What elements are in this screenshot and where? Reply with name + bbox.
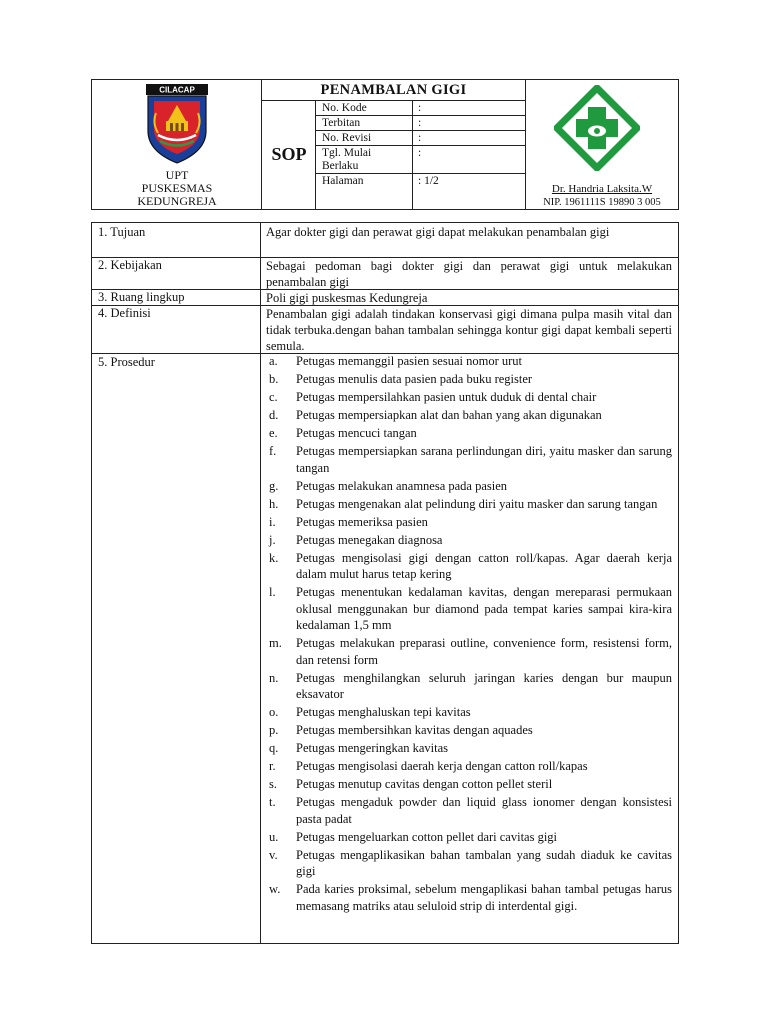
procedure-step-letter: s. [269, 777, 277, 791]
procedure-step-letter: d. [269, 408, 279, 422]
meta-row-revisi [316, 131, 525, 146]
procedure-step [266, 794, 672, 827]
procedure-step [266, 443, 672, 476]
procedure-step-text: Petugas mempersilahkan pasien untuk duduk di dental chair [296, 390, 597, 404]
procedure-step [266, 496, 672, 513]
meta-key: Terbitan [322, 117, 361, 129]
procedure-step-letter: l. [269, 585, 276, 599]
org-line-1: UPT [165, 168, 189, 182]
header-title-cell [262, 80, 526, 209]
section-label-ruang-lingkup: 3. Ruang lingkup [98, 290, 185, 304]
procedure-step-text: Petugas mempersiapkan sarana perlindungan diri, yaitu masker dan sarung tangan [296, 444, 672, 475]
meta-row-tgl-mulai [316, 146, 525, 174]
procedure-step-text: Petugas melakukan preparasi outline, convenience form, resistensi form, dan retensi form [296, 636, 672, 667]
procedure-step-letter: w. [269, 882, 281, 896]
procedure-step [266, 514, 672, 531]
sop-label-cell [262, 101, 316, 209]
procedure-step-text: Petugas mempersiapkan alat dan bahan yang akan digunakan [296, 408, 602, 422]
section-text-tujuan: Agar dokter gigi dan perawat gigi dapat melakukan penambalan gigi [266, 225, 610, 239]
procedure-step-text: Petugas menghaluskan tepi kavitas [296, 705, 471, 719]
procedure-step-text: Petugas melakukan anamnesa pada pasien [296, 478, 508, 493]
meta-key: No. Revisi [322, 132, 372, 144]
procedure-step [266, 425, 672, 442]
meta-row-kode [316, 101, 525, 116]
procedure-step-text: Petugas menegakan diagnosa [296, 532, 443, 547]
section-text-kebijakan: Sebagai pedoman bagi dokter gigi dan perawat gigi untuk melakukan penambalan gigi [266, 259, 672, 289]
procedure-step-letter: q. [269, 741, 279, 755]
header-signature-cell [526, 80, 678, 209]
signatory-name: Dr. Handria Laksita.W [551, 183, 653, 195]
procedure-step-text: Petugas mengenakan alat pelindung diri yaitu masker dan sarung tangan [296, 496, 658, 511]
column-divider [260, 223, 261, 943]
procedure-step-letter: m. [269, 636, 282, 650]
meta-value: : [418, 132, 422, 144]
procedure-step-letter: b. [269, 372, 279, 386]
procedure-step [266, 740, 672, 757]
procedure-step-text: Pada karies proksimal, sebelum mengaplikasi bahan tambal petugas harus memasang matriks atau seluloid strip di interdental gigi. [296, 882, 672, 913]
sop-label: SOP [271, 144, 307, 164]
procedure-step-text: Petugas mengisolasi gigi dengan catton roll/kapas. Agar daerah kerja dalam mulut harus tetap kering [296, 550, 672, 581]
procedure-step-text: Petugas mengaplikasikan bahan tambalan yang sudah diaduk ke cavitas gigi [296, 847, 672, 878]
section-label-definisi: 4. Definisi [98, 306, 151, 320]
meta-key: Tgl. Mulai Berlaku [322, 147, 372, 172]
procedure-step-text: Petugas mengisolasi daerah kerja dengan catton roll/kapas [296, 759, 588, 773]
procedure-step [266, 584, 672, 634]
sop-body-table [91, 222, 679, 944]
procedure-step-letter: j. [269, 532, 276, 547]
procedure-step [266, 847, 672, 880]
procedure-step [266, 722, 672, 739]
procedure-step-text: Petugas memanggil pasien sesuai nomor urut [296, 354, 523, 368]
header-org-cell [92, 80, 262, 209]
document-title: PENAMBALAN GIGI [262, 80, 525, 101]
meta-row-terbitan [316, 116, 525, 131]
procedure-step [266, 371, 672, 388]
procedure-step-letter: v. [269, 847, 278, 862]
procedure-step-text: Petugas mengeluarkan cotton pellet dari cavitas gigi [296, 829, 558, 844]
org-line-3: KEDUNGREJA [137, 194, 217, 208]
procedure-step-letter: g. [269, 478, 279, 493]
procedure-step-text: Petugas menutup cavitas dengan cotton pellet steril [296, 777, 553, 791]
section-text-definisi: Penambalan gigi adalah tindakan konservasi gigi dimana pulpa masih vital dan tidak terbuka.dengan bahan tambalan sehingga kontur gigi dapat kembali seperti semula. [266, 307, 672, 353]
section-label-prosedur: 5. Prosedur [98, 355, 155, 369]
cilacap-coat-of-arms-icon [144, 83, 210, 165]
meta-value: : [418, 147, 422, 159]
procedure-step-text: Petugas membersihkan kavitas dengan aquades [296, 723, 533, 737]
procedure-step [266, 670, 672, 703]
procedure-step-letter: p. [269, 723, 279, 737]
meta-key: No. Kode [322, 102, 367, 114]
procedure-step-letter: u. [269, 829, 279, 844]
procedure-step [266, 550, 672, 583]
procedure-step-letter: e. [269, 426, 278, 440]
procedure-step-letter: f. [269, 444, 277, 458]
procedure-step-letter: n. [269, 670, 279, 685]
section-label-kebijakan: 2. Kebijakan [98, 258, 162, 272]
procedure-step-text: Petugas menentukan kedalaman kavitas, dengan mereparasi permukaan oklusal menggunakan bur diamond pada tempat karies sampai kira-kira kedalaman 1,5 mm [296, 585, 672, 632]
procedure-step [266, 532, 672, 549]
procedure-step [266, 407, 672, 424]
org-line-2: PUSKESMAS [141, 181, 213, 195]
procedure-step [266, 829, 672, 846]
logo-lettering: CILACAP [159, 85, 195, 95]
procedure-step [266, 704, 672, 721]
puskesmas-cross-emblem-icon [554, 85, 640, 171]
procedure-step [266, 389, 672, 406]
procedure-step-text: Petugas mengaduk powder dan liquid glass ionomer dengan konsistesi pasta padat [296, 795, 672, 826]
procedure-step [266, 776, 672, 793]
meta-value: : [418, 117, 422, 129]
section-label-tujuan: 1. Tujuan [98, 225, 146, 239]
procedure-step [266, 758, 672, 775]
meta-key: Halaman [322, 175, 364, 187]
procedure-step-letter: c. [269, 390, 278, 404]
signatory-nip: NIP. 1961111S 19890 3 005 [543, 197, 661, 208]
procedure-step-text: Petugas memeriksa pasien [296, 514, 428, 529]
procedure-step-letter: i. [269, 514, 276, 529]
procedure-list [266, 353, 672, 916]
procedure-step [266, 881, 672, 914]
meta-row-halaman [316, 174, 525, 209]
sop-header-table [91, 79, 679, 210]
procedure-step-text: Petugas mencuci tangan [296, 426, 417, 440]
procedure-step-letter: o. [269, 705, 279, 719]
procedure-step-letter: t. [269, 795, 276, 809]
procedure-step-text: Petugas mengeringkan kavitas [296, 741, 449, 755]
procedure-step-letter: a. [269, 354, 278, 368]
procedure-step-text: Petugas menulis data pasien pada buku register [296, 372, 533, 386]
meta-value: : [418, 102, 422, 114]
procedure-step-letter: h. [269, 496, 279, 511]
procedure-step-text: Petugas menghilangkan seluruh jaringan karies dengan bur maupun eksavator [296, 670, 672, 701]
meta-value: : 1/2 [418, 175, 439, 187]
procedure-step-letter: r. [269, 759, 276, 773]
section-text-ruang-lingkup: Poli gigi puskesmas Kedungreja [266, 291, 428, 305]
procedure-step [266, 353, 672, 370]
procedure-step [266, 635, 672, 668]
procedure-step [266, 478, 672, 495]
procedure-step-letter: k. [269, 550, 279, 565]
